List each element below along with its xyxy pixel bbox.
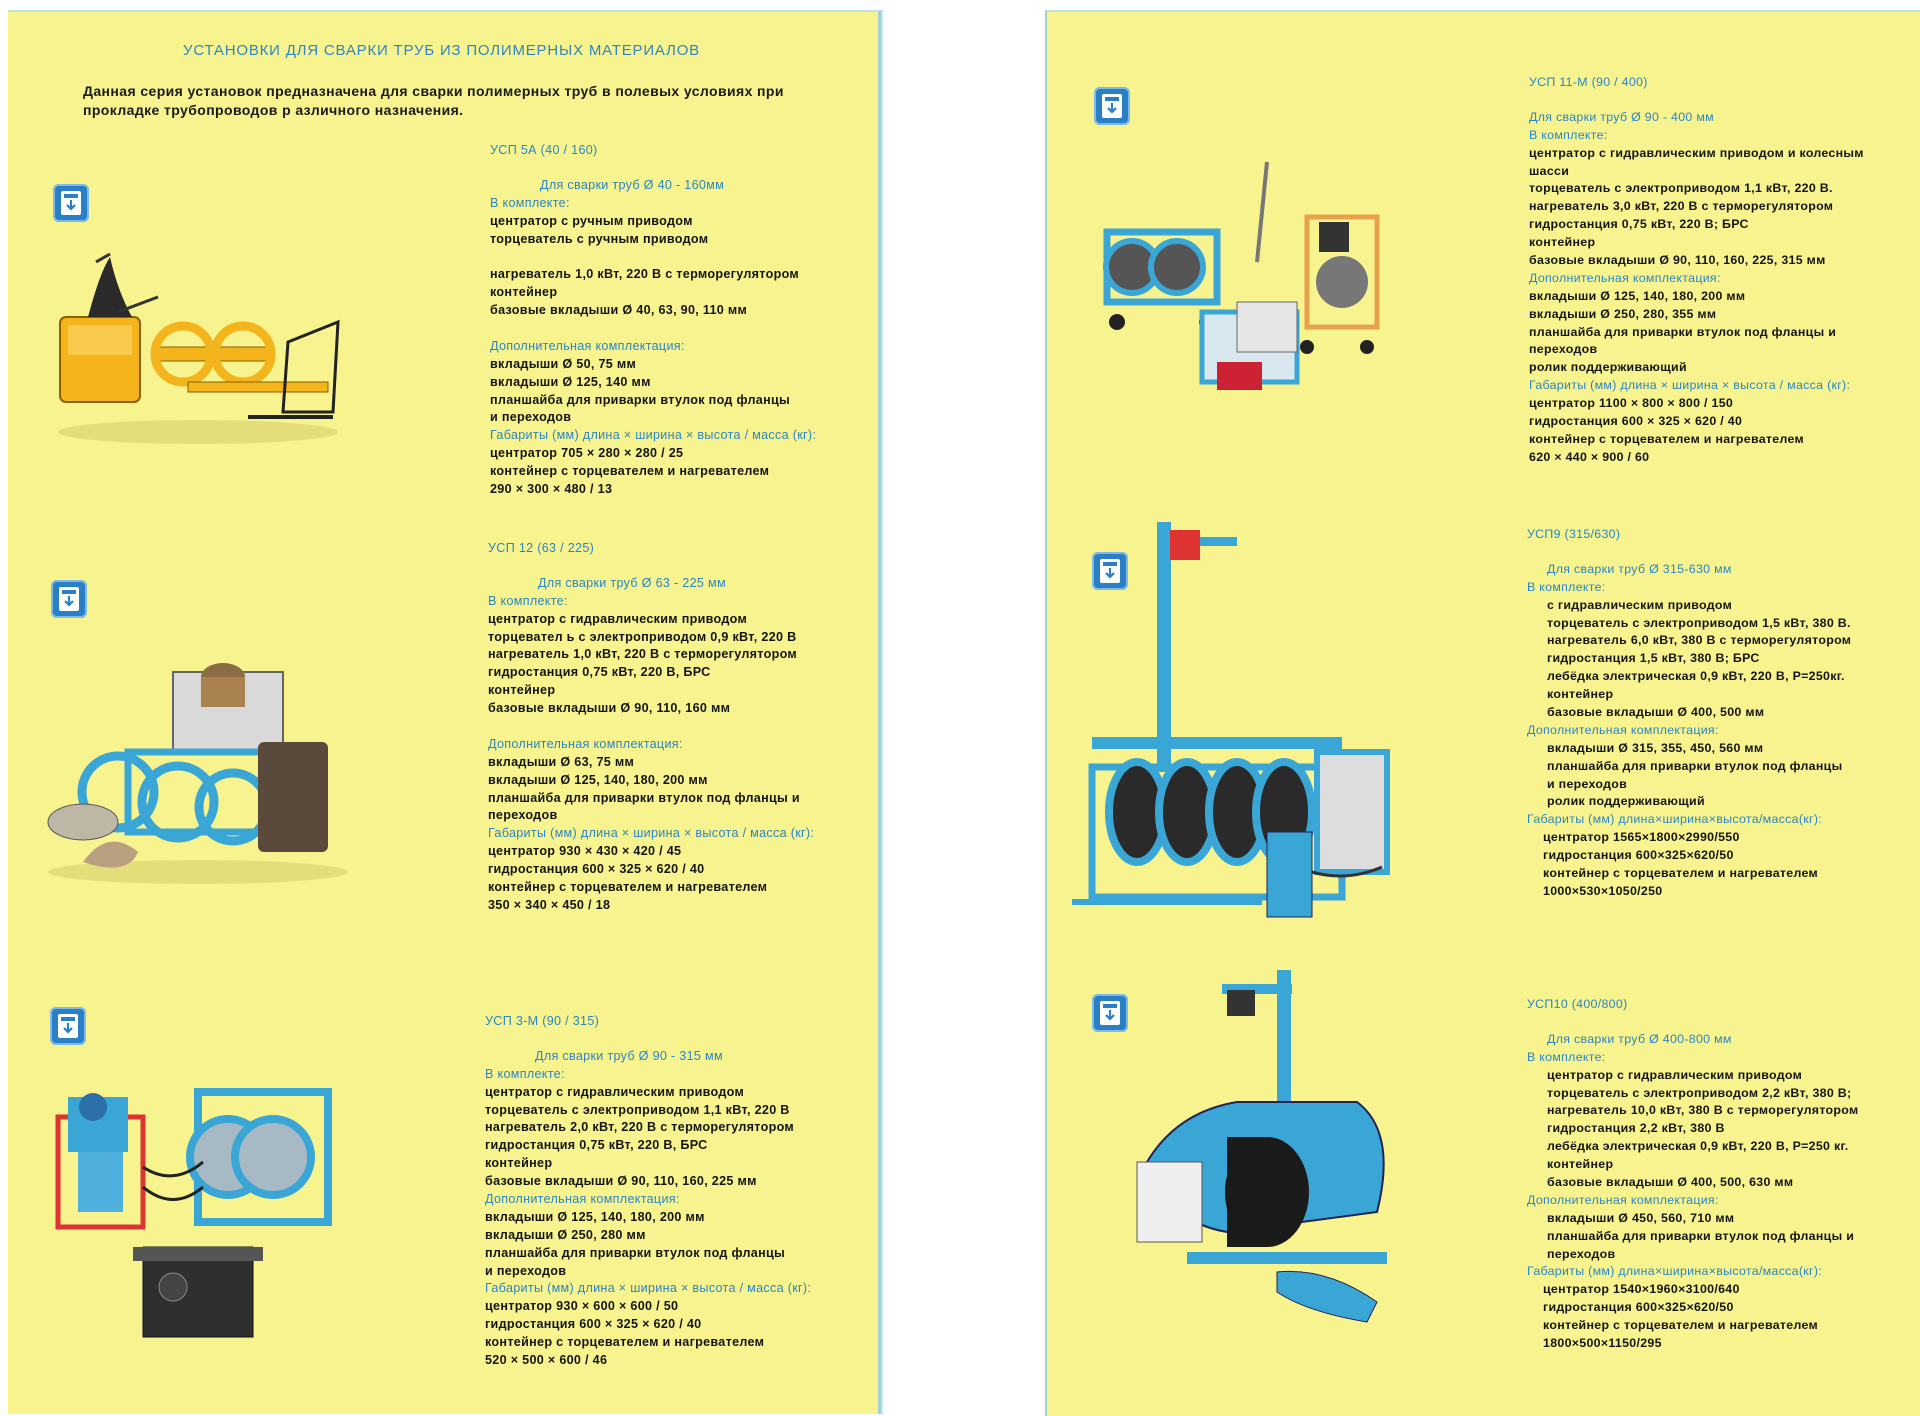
catalog-page-right [1045,10,1920,1416]
extra-item: планшайба для приварки втулок под фланцы [485,1245,786,1260]
download-button-usp3m[interactable] [50,1007,86,1045]
download-button-usp5a[interactable] [53,184,89,222]
catalog-page-left [8,10,881,1414]
dims-item: гидростанция 600 × 325 × 620 / 40 [488,862,705,877]
dims-item: 520 × 500 × 600 / 46 [485,1353,608,1368]
dims-label: Габариты (мм) длина × ширина × высота / масса (кг): [1529,378,1851,393]
catalog-intro: Данная серия установок предназначена для сварки полимерных труб в полевых условиях при прокладке трубопроводов р азличного назначения. [83,83,784,118]
extra-item: ролик поддерживающий [1529,360,1687,375]
product-image-usp10 [1127,962,1427,1342]
dims-item: 620 × 440 × 900 / 60 [1529,449,1650,464]
kit-item: центратор с гидравлическим приводом [485,1084,745,1099]
kit-item: центратор с гидравлическим приводом [1547,1067,1803,1082]
product-image-usp11m [1097,152,1397,412]
extra-item: вкладыши Ø 125, 140, 180, 200 мм [1529,288,1746,303]
kit-item: центратор с гидравлическим приводом [488,611,748,626]
kit-item: базовые вкладыши Ø 400, 500 мм [1547,705,1765,720]
catalog-title: УСТАНОВКИ ДЛЯ СВАРКИ ТРУБ ИЗ ПОЛИМЕРНЫХ МАТЕРИАЛОВ [183,42,700,59]
extra-item: переходов [1547,1246,1616,1261]
kit-item: нагреватель 3,0 кВт, 220 В с терморегулятором [1529,199,1834,214]
kit-item: нагреватель 10,0 кВт, 380 В с терморегулятором [1547,1103,1859,1118]
product-info-usp12 [488,540,888,915]
extra-item: переходов [1529,342,1598,357]
extra-item: вкладыши Ø 250, 280, 355 мм [1529,306,1717,321]
kit-item: контейнер [1547,1157,1614,1172]
kit-item: базовые вкладыши Ø 90, 110, 160 мм [488,701,731,716]
kit-item: гидростанция 1,5 кВт, 380 В; БРС [1547,651,1760,666]
dims-item: 1000×530×1050/250 [1543,883,1663,898]
extra-label: Дополнительная комплектация: [1527,1192,1719,1207]
download-icon [1097,999,1123,1027]
dims-label: Габариты (мм) длина×ширина×высота/масса(кг): [1527,812,1823,827]
kit-item: нагреватель 1,0 кВт, 220 В с терморегулятором [488,647,798,662]
extra-label: Дополнительная комплектация: [485,1192,680,1207]
download-button-usp12[interactable] [51,580,87,618]
extra-item: и переходов [1547,776,1628,791]
kit-label: В комплекте: [490,195,570,210]
kit-label: В комплекте: [1529,127,1608,142]
dims-label: Габариты (мм) длина × ширина × высота / масса (кг): [490,428,817,443]
product-image-usp3m [48,1087,348,1357]
download-icon [58,189,84,217]
dims-item: гидростанция 600×325×620/50 [1543,848,1734,863]
product-image-usp12 [38,652,348,892]
product-info-usp3m [485,1013,885,1370]
dims-item: 350 × 340 × 450 / 18 [488,897,611,912]
extra-item: вкладыши Ø 450, 560, 710 мм [1547,1210,1735,1225]
kit-item: контейнер [488,683,556,698]
product-model: УСП 5А (40 / 160) [490,143,598,157]
extra-label: Дополнительная комплектация: [1529,270,1721,285]
kit-item: центратор с ручным приводом [490,213,693,228]
extra-label: Дополнительная комплектация: [490,338,685,353]
download-icon [55,1012,81,1040]
kit-item: контейнер [485,1156,553,1171]
dims-item: центратор 1540×1960×3100/640 [1543,1282,1740,1297]
kit-item: торцеватель с ручным приводом [490,231,709,246]
extra-item: планшайба для приварки втулок под фланцы и [1547,1228,1855,1243]
dims-item: центратор 930 × 600 × 600 / 50 [485,1299,679,1314]
kit-item: контейнер [1547,687,1614,702]
dims-item: контейнер с торцевателем и нагревателем [485,1335,765,1350]
kit-item: гидростанция 0,75 кВт, 220 В; БРС [1529,217,1749,232]
product-image-usp5a [48,242,348,452]
dims-label: Габариты (мм) длина × ширина × высота / масса (кг): [485,1281,812,1296]
download-button-usp10[interactable] [1092,994,1128,1032]
product-diameter: Для сварки труб Ø 63 - 225 мм [538,575,726,590]
download-button-usp11m[interactable] [1094,87,1130,125]
dims-item: центратор 1565×1800×2990/550 [1543,830,1740,845]
kit-item: шасси [1529,163,1570,178]
download-icon [1099,92,1125,120]
kit-item: гидростанция 2,2 кВт, 380 В [1547,1121,1725,1136]
product-info-usp5a [490,142,890,499]
extra-item: и переходов [485,1263,567,1278]
extra-item: переходов [488,808,558,823]
product-info-usp11m [1529,74,1914,467]
extra-label: Дополнительная комплектация: [1527,722,1719,737]
dims-item: контейнер с торцевателем и нагревателем [490,464,770,479]
kit-item: базовые вкладыши Ø 40, 63, 90, 110 мм [490,303,748,318]
product-diameter: Для сварки труб Ø 400-800 мм [1547,1031,1732,1046]
extra-item: планшайба для приварки втулок под фланцы и [1529,324,1837,339]
dims-item: контейнер с торцевателем и нагревателем [1543,866,1818,881]
extra-item: планшайба для приварки втулок под фланцы [1547,758,1843,773]
kit-item: центратор с гидравлическим приводом и колесным [1529,145,1864,160]
extra-item: планшайба для приварки втулок под фланцы и [488,790,800,805]
extra-item: ролик поддерживающий [1547,794,1705,809]
dims-item: гидростанция 600 × 325 × 620 / 40 [485,1317,702,1332]
kit-item: гидростанция 0,75 кВт, 220 В, БРС [488,665,711,680]
product-model: УСП9 (315/630) [1527,527,1621,541]
product-image-usp9 [1062,512,1402,932]
extra-item: вкладыши Ø 250, 280 мм [485,1227,646,1242]
kit-item: базовые вкладыши Ø 90, 110, 160, 225 мм [485,1174,757,1189]
kit-label: В комплекте: [488,593,568,608]
extra-item: вкладыши Ø 63, 75 мм [488,754,635,769]
kit-item: торцеватель с электроприводом 2,2 кВт, 380 В; [1547,1085,1852,1100]
dims-item: контейнер с торцевателем и нагревателем [488,880,768,895]
dims-item: центратор 705 × 280 × 280 / 25 [490,446,684,461]
dims-item: 290 × 300 × 480 / 13 [490,482,613,497]
kit-item: нагреватель 6,0 кВт, 380 В с терморегулятором [1547,633,1852,648]
product-model: УСП 12 (63 / 225) [488,541,595,555]
kit-label: В комплекте: [485,1066,565,1081]
dims-item: гидростанция 600×325×620/50 [1543,1300,1734,1315]
dims-item: контейнер с торцевателем и нагревателем [1543,1318,1818,1333]
kit-label: В комплекте: [1527,1049,1606,1064]
kit-item: контейнер [1529,235,1596,250]
product-model: УСП 3-М (90 / 315) [485,1014,600,1028]
kit-item: контейнер [490,285,558,300]
product-info-usp9 [1527,526,1912,901]
dims-label: Габариты (мм) длина×ширина×высота/масса(кг): [1527,1264,1823,1279]
dims-item: 1800×500×1150/295 [1543,1336,1662,1351]
kit-label: В комплекте: [1527,579,1606,594]
extra-item: вкладыши Ø 125, 140 мм [490,374,651,389]
kit-item: лебёдка электрическая 0,9 кВт, 220 В, P=250 кг. [1547,1139,1849,1154]
kit-item: базовые вкладыши Ø 90, 110, 160, 225, 315 мм [1529,253,1826,268]
product-model: УСП10 (400/800) [1527,997,1628,1011]
kit-item: гидростанция 0,75 кВт, 220 В, БРС [485,1138,708,1153]
dims-item: центратор 930 × 430 × 420 / 45 [488,844,682,859]
kit-item: нагреватель 1,0 кВт, 220 В с терморегулятором [490,267,800,282]
extra-item: вкладыши Ø 125, 140, 180, 200 мм [485,1209,705,1224]
product-diameter: Для сварки труб Ø 40 - 160мм [540,177,725,192]
extra-item: планшайба для приварки втулок под фланцы [490,392,791,407]
extra-label: Дополнительная комплектация: [488,736,683,751]
kit-item: торцеватель с электроприводом 1,5 кВт, 380 В. [1547,615,1851,630]
kit-item: торцеватель с электроприводом 1,1 кВт, 220 В [485,1102,790,1117]
product-diameter: Для сварки труб Ø 315-630 мм [1547,561,1732,576]
kit-item [490,248,890,266]
extra-item: вкладыши Ø 125, 140, 180, 200 мм [488,772,708,787]
kit-item: торцеватель с электроприводом 1,1 кВт, 220 В. [1529,181,1833,196]
product-diameter: Для сварки труб Ø 90 - 400 мм [1529,109,1715,124]
dims-item: гидростанция 600 × 325 × 620 / 40 [1529,414,1743,429]
kit-item: лебёдка электрическая 0,9 кВт, 220 В, P=250кг. [1547,669,1845,684]
dims-label: Габариты (мм) длина × ширина × высота / масса (кг): [488,826,815,841]
extra-item: и переходов [490,410,572,425]
product-model: УСП 11-М (90 / 400) [1529,75,1648,89]
kit-item: нагреватель 2,0 кВт, 220 В с терморегулятором [485,1120,795,1135]
product-diameter: Для сварки труб Ø 90 - 315 мм [535,1048,723,1063]
dims-item: центратор 1100 × 800 × 800 / 150 [1529,396,1734,411]
kit-item: торцевател ь с электроприводом 0,9 кВт, 220 В [488,629,797,644]
kit-item: базовые вкладыши Ø 400, 500, 630 мм [1547,1175,1794,1190]
extra-item: вкладыши Ø 50, 75 мм [490,356,637,371]
kit-item: с гидравлическим приводом [1547,597,1733,612]
dims-item: контейнер с торцевателем и нагревателем [1529,431,1804,446]
extra-item: вкладыши Ø 315, 355, 450, 560 мм [1547,740,1764,755]
product-info-usp10 [1527,996,1912,1353]
download-icon [56,585,82,613]
